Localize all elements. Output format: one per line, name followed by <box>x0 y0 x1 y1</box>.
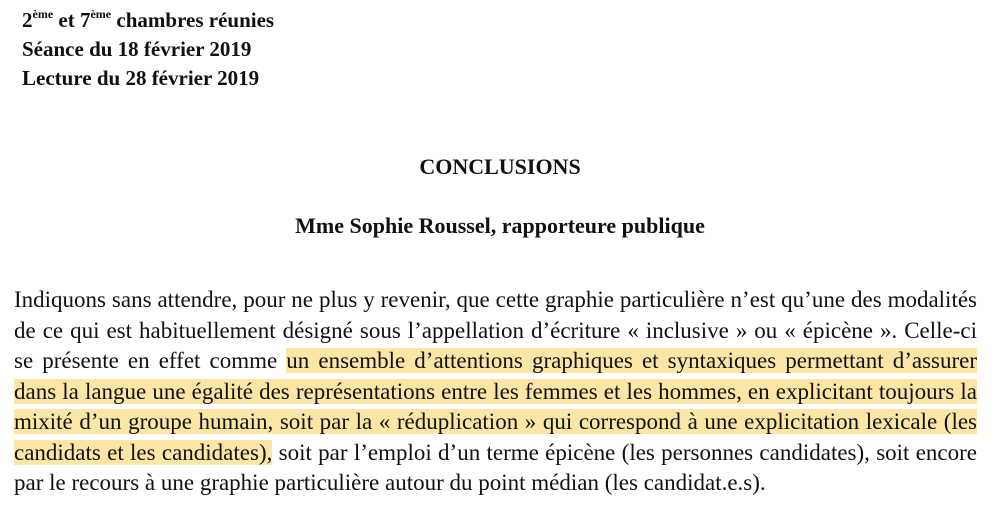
highlighted-passage: un ensemble d’attentions graphiques et syntaxiques permettant d’assurer dans la langue une égalité des représentations entre les femmes et les hommes, en explicitant toujours la mixité d’un groupe humain, soit par la « réduplication » qui correspond à une explicitation lexicale (les candidats et les candidates), <box>14 348 977 465</box>
rapporteur-name: Mme Sophie Roussel, rapporteure publique <box>295 213 705 238</box>
chamber-header <box>22 6 274 93</box>
ordinal-suffix: ème <box>32 7 54 21</box>
paragraph-text-before: Indiquons sans attendre, pour ne plus y revenir, que cette graphie particulière n’est qu’une des modalités de ce qui est habituellement désigné sous l’appellation d’écriture « inclusive » ou « épicène ». Celle-ci se présente en effet comme <box>14 287 977 373</box>
chamber-label: chambres réunies <box>111 8 275 32</box>
paragraph-text-after: soit par l’emploi d’un terme épicène (les personnes candidates), soit encore par le recours à une graphie particulière autour du point médian (les candidat.e.s). <box>14 439 977 495</box>
chamber-number-2: 2 <box>22 8 33 32</box>
session-date: Séance du 18 février 2019 <box>22 37 252 61</box>
reading-date: Lecture du 28 février 2019 <box>22 66 260 90</box>
chamber-number-7: et 7 <box>53 8 91 32</box>
chamber-line <box>22 6 274 35</box>
body-paragraph <box>14 285 977 499</box>
document-title: CONCLUSIONS <box>419 154 581 179</box>
ordinal-suffix: ème <box>90 7 112 21</box>
